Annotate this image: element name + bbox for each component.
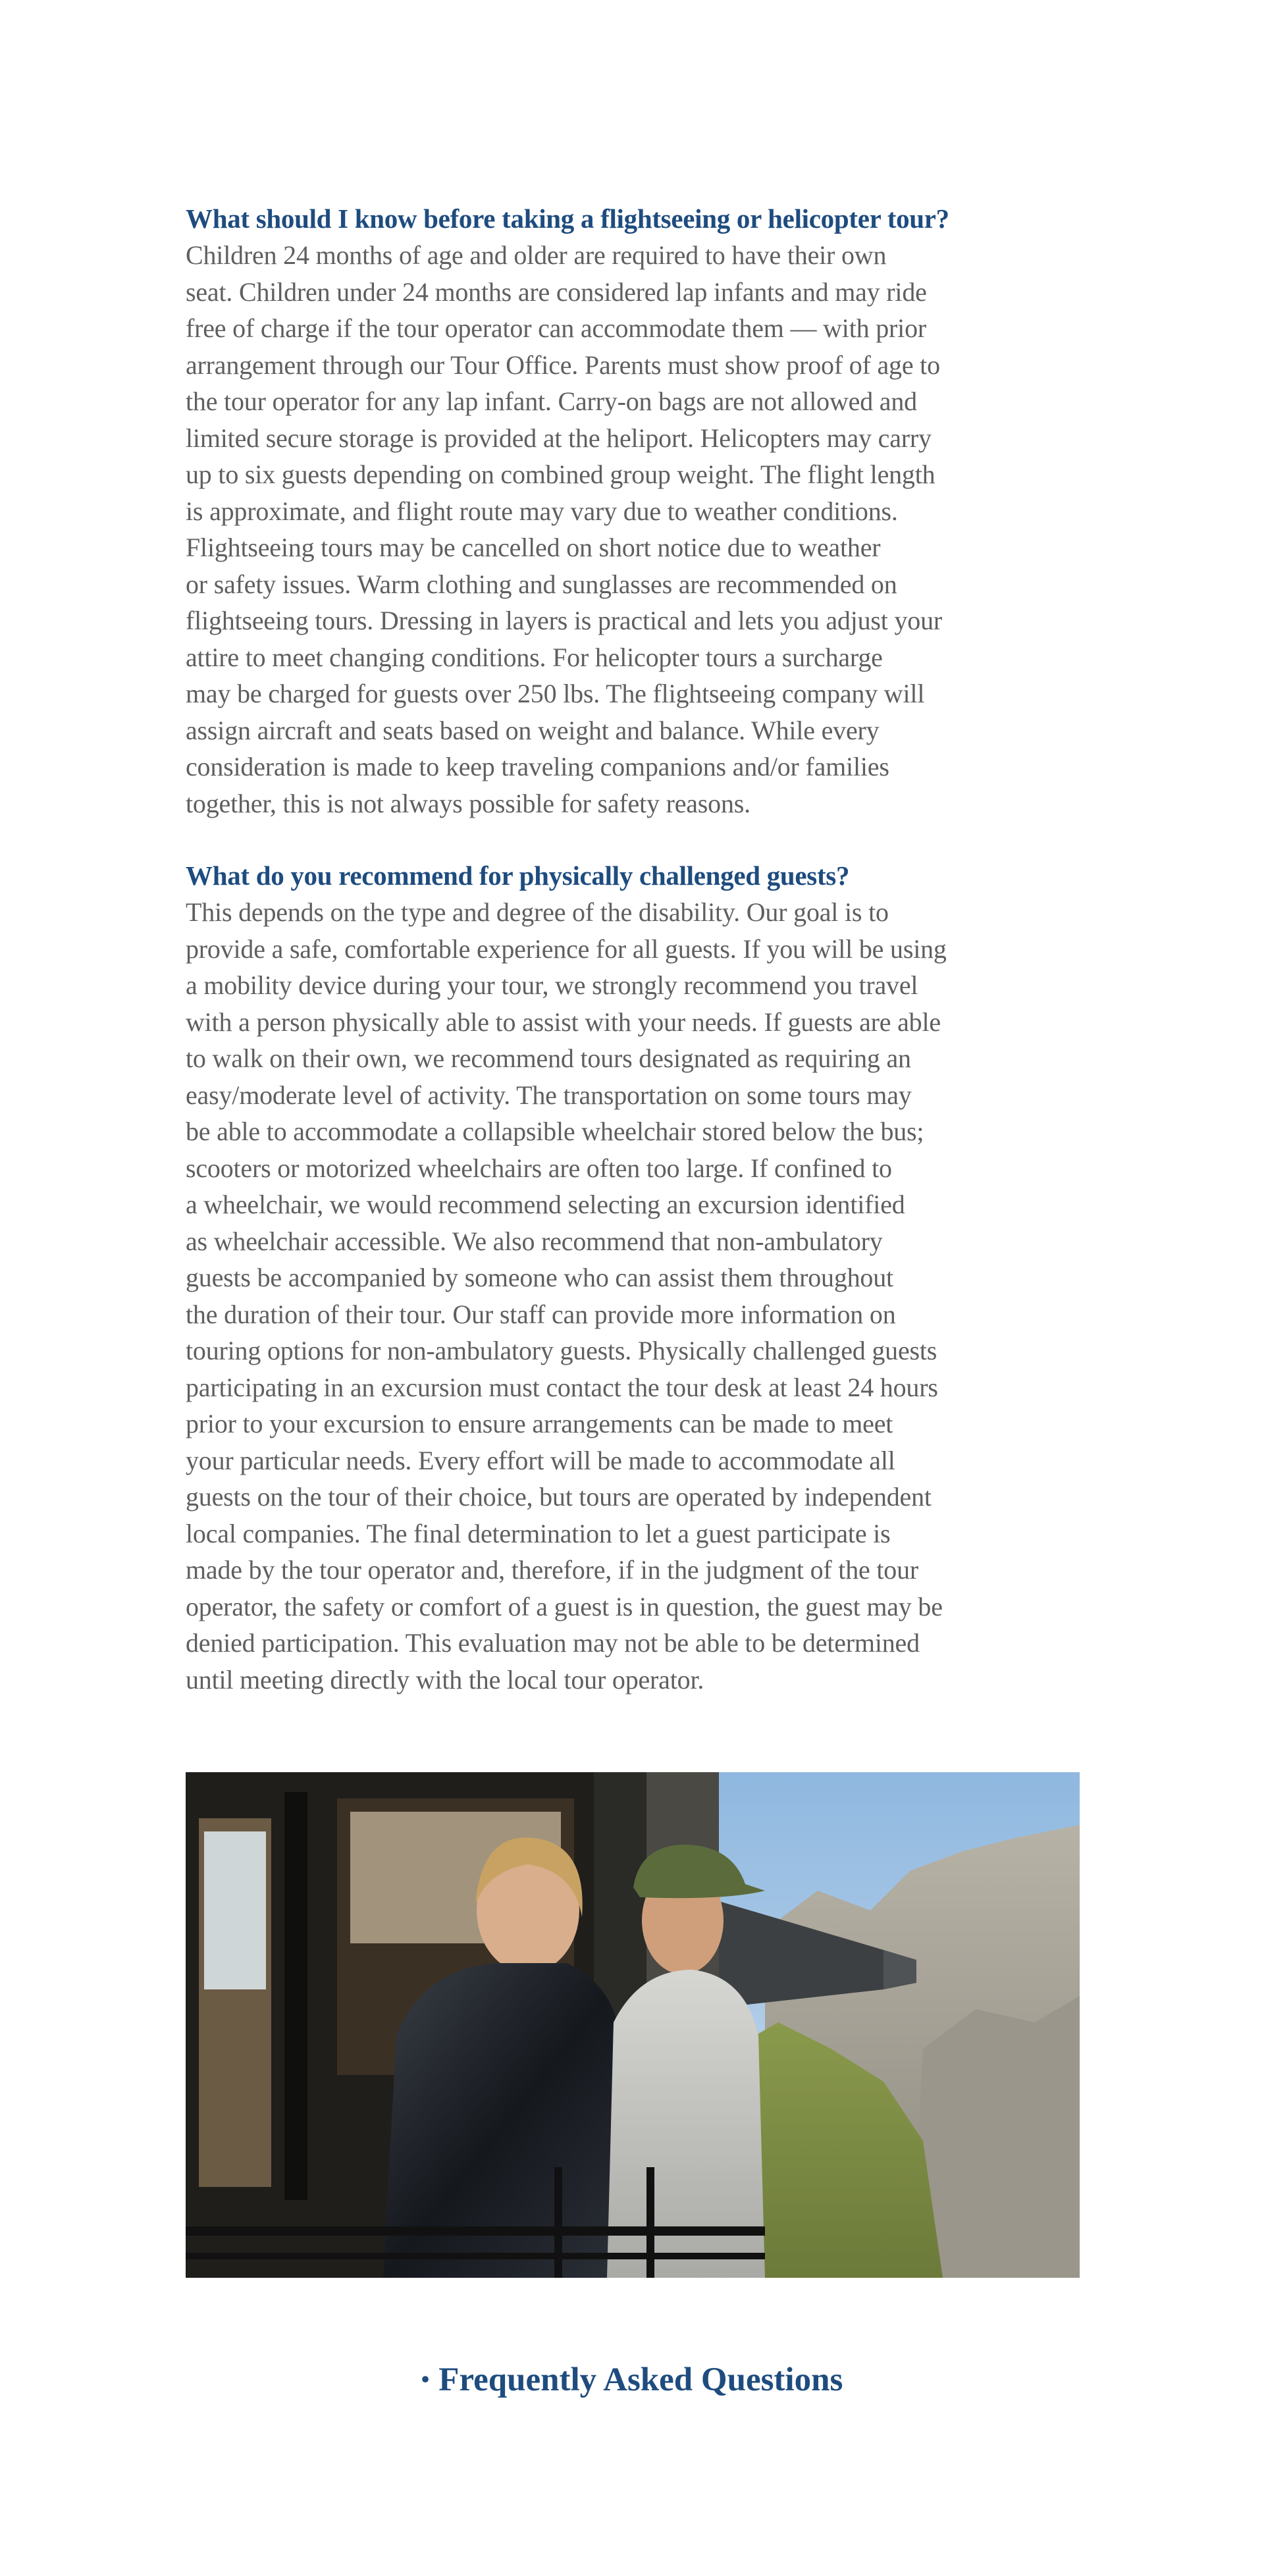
answer-line: is approximate, and flight route may vary due to weather conditions. [186, 496, 898, 526]
answer-line: the tour operator for any lap infant. Carry-on bags are not allowed and [186, 386, 917, 416]
answer-line: provide a safe, comfortable experience for all guests. If you will be using [186, 933, 947, 964]
faq-question: What do you recommend for physically challenged guests? [186, 860, 850, 891]
train-couple-photo [186, 1772, 1080, 2278]
answer-line: up to six guests depending on combined group weight. The flight length [186, 460, 935, 489]
answer-line: your particular needs. Every effort will be made to accommodate all [186, 1445, 895, 1475]
answer-line: or safety issues. Warm clothing and sunglasses are recommended on [186, 569, 897, 599]
answer-line: Flightseeing tours may be cancelled on short notice due to weather [186, 533, 881, 562]
answer-line: flightseeing tours. Dressing in layers is practical and lets you adjust your [186, 606, 942, 635]
answer-line: This depends on the type and degree of the disability. Our goal is to [186, 897, 889, 927]
answer-line: seat. Children under 24 months are considered lap infants and may ride [186, 276, 927, 307]
answer-line: operator, the safety or comfort of a guest is in question, the guest may be [186, 1591, 943, 1621]
answer-line: made by the tour operator and, therefore, if in the judgment of the tour [186, 1555, 919, 1585]
answer-line: together, this is not always possible for safety reasons. [186, 788, 750, 818]
answer-line: assign aircraft and seats based on weight and balance. While every [186, 715, 880, 745]
answer-line: free of charge if the tour operator can accommodate them — with prior [186, 313, 926, 343]
answer-line: as wheelchair accessible. We also recommend that non-ambulatory [186, 1226, 883, 1256]
answer-line: be able to accommodate a collapsible wheelchair stored below the bus; [186, 1117, 924, 1146]
faq-answer [186, 894, 1080, 1698]
answer-line: the duration of their tour. Our staff can provide more information on [186, 1299, 896, 1329]
answer-line: consideration is made to keep traveling companions and/or families [186, 752, 889, 781]
answer-line: until meeting directly with the local tour operator. [186, 1664, 704, 1695]
answer-line: guests be accompanied by someone who can assist them throughout [186, 1263, 893, 1292]
answer-line: a mobility device during your tour, we strongly recommend you travel [186, 970, 918, 1000]
answer-line: denied participation. This evaluation may not be able to be determined [186, 1628, 920, 1658]
answer-line: guests on the tour of their choice, but tours are operated by independent [186, 1482, 932, 1511]
footer-section-label [0, 2357, 1264, 2405]
answer-line: touring options for non-ambulatory guests. Physically challenged guests [186, 1336, 937, 1365]
answer-line: attire to meet changing conditions. For helicopter tours a surcharge [186, 642, 883, 672]
photo-illustration [186, 1772, 1080, 2278]
footer-label: Frequently Asked Questions [438, 2361, 843, 2398]
answer-line: with a person physically able to assist with your needs. If guests are able [186, 1007, 941, 1037]
faq-content [186, 201, 1080, 1734]
answer-line: limited secure storage is provided at the heliport. Helicopters may carry [186, 423, 932, 453]
answer-line: arrangement through our Tour Office. Parents must show proof of age to [186, 350, 940, 380]
answer-line: easy/moderate level of activity. The transportation on some tours may [186, 1080, 912, 1110]
answer-line: to walk on their own, we recommend tours designated as requiring an [186, 1043, 911, 1073]
answer-line: participating in an excursion must contact the tour desk at least 24 hours [186, 1372, 938, 1402]
faq-item-accessibility [186, 858, 1080, 1698]
answer-line: prior to your excursion to ensure arrangements can be made to meet [186, 1409, 893, 1438]
answer-line: Children 24 months of age and older are required to have their own [186, 240, 887, 270]
answer-line: scooters or motorized wheelchairs are often too large. If confined to [186, 1153, 892, 1183]
answer-line: a wheelchair, we would recommend selecting an excursion identified [186, 1190, 905, 1219]
faq-answer [186, 237, 1080, 822]
answer-line: local companies. The final determination to let a guest participate is [186, 1518, 891, 1548]
faq-question: What should I know before taking a flightseeing or helicopter tour? [186, 203, 949, 234]
faq-item-flightseeing [186, 201, 1080, 822]
answer-line: may be charged for guests over 250 lbs. The flightseeing company will [186, 679, 925, 708]
bullet-icon: • [421, 2366, 430, 2393]
